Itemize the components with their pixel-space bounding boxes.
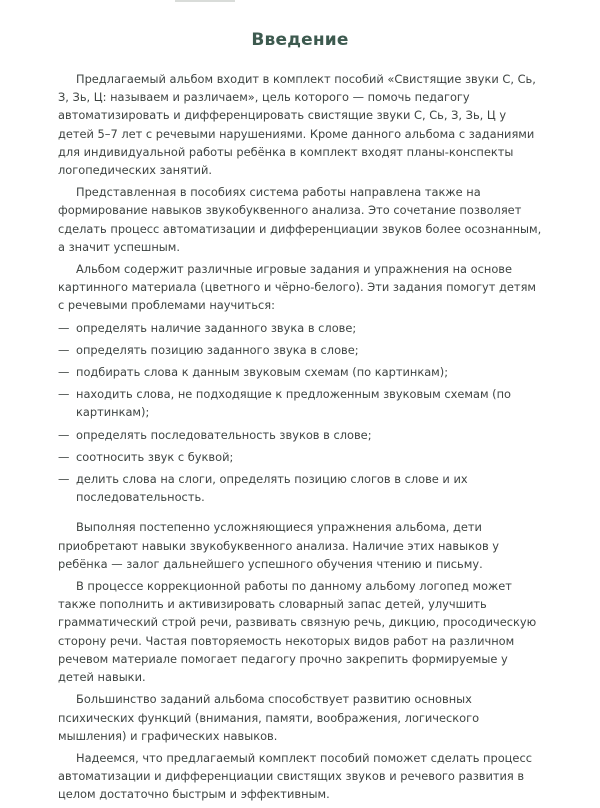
list-item xyxy=(58,341,542,359)
dash-marker: — xyxy=(58,449,70,464)
dash-marker: — xyxy=(58,427,70,442)
paragraph-hope: Надеемся, что предлагаемый комплект пособий поможет сделать процесс автоматизации и дифференциации свистящих звуков и речевого развития в целом достаточно быстрым и эффективным. xyxy=(58,750,532,802)
dash-marker: — xyxy=(58,342,70,357)
bottom-edge xyxy=(0,744,600,750)
dash-marker: — xyxy=(58,472,70,487)
list-item xyxy=(58,470,542,506)
paragraph-album: Альбом содержит различные игровые задания и упражнения на основе картинного материала (цветного и чёрно-белого). Эти задания помогут детям с речевыми проблемами научиться: xyxy=(58,262,537,313)
paragraph-analysis: Выполняя постепенно усложняющиеся упражнения альбома, дети приобретают навыки звукобуквенного анализа. Наличие этих навыков у ребёнка — залог дальнейшего успешного обучения чтению и письму. xyxy=(58,520,500,571)
list-item-text: определять последовательность звуков в слове; xyxy=(76,427,372,442)
list-item xyxy=(58,319,542,337)
list-item xyxy=(58,363,542,381)
list-item-text: находить слова, не подходящие к предложенным звуковым схемам (по картинкам); xyxy=(76,387,512,420)
page-title: Введение xyxy=(251,30,349,50)
list-item-text: подбирать слова к данным звуковым схемам (по картинкам); xyxy=(76,365,449,380)
dash-marker: — xyxy=(58,365,70,380)
list-item-text: определять наличие заданного звука в слове; xyxy=(76,320,357,335)
list-item xyxy=(58,426,542,444)
list-item xyxy=(58,448,542,466)
dash-marker: — xyxy=(58,320,70,335)
list-item-text: делить слова на слоги, определять позицию слогов в слове и их последовательность. xyxy=(76,472,468,505)
paragraph-correction: В процессе коррекционной работы по данному альбому логопед может также пополнить и активизировать словарный запас детей, улучшить грамматический строй речи, развивать связную речь, дикцию, просодическую сторону речи. Частая повторяемость некоторых видов работ на различном речевом материале помогает педагогу прочно закрепить формируемые у детей навыки. xyxy=(58,579,537,685)
paragraph-intro: Предлагаемый альбом входит в комплект пособий «Свистящие звуки С, Сь, З, Зь, Ц: называем и различаем», цель которого — помочь педагогу автоматизировать и дифференцировать свистящие звуки С, Сь, З, Зь, Ц у детей 5–7 лет с речевыми нарушениями. Кроме данного альбома с заданиями для индивидуальной работы ребёнка в комплект входят планы-конспекты логопедических занятий. xyxy=(58,72,536,178)
top-rule xyxy=(175,0,235,2)
list-item-text: соотносить звук с буквой; xyxy=(76,449,234,464)
paragraph-system: Представленная в пособиях система работы направлена также на формирование навыков звукобуквенного анализа. Это сочетание позволяет сделать процесс автоматизации и дифференциации звуков более осознанным, а значит успешным. xyxy=(58,185,542,254)
list-item xyxy=(58,385,542,421)
paragraph-functions: Большинство заданий альбома способствует развитию основных психических функций (внимания, памяти, воображения, логического мышления) и графических навыков. xyxy=(58,692,480,743)
body-text xyxy=(58,70,542,808)
dash-marker: — xyxy=(58,387,70,402)
skills-list xyxy=(58,319,542,507)
list-item-text: определять позицию заданного звука в слове; xyxy=(76,342,359,357)
